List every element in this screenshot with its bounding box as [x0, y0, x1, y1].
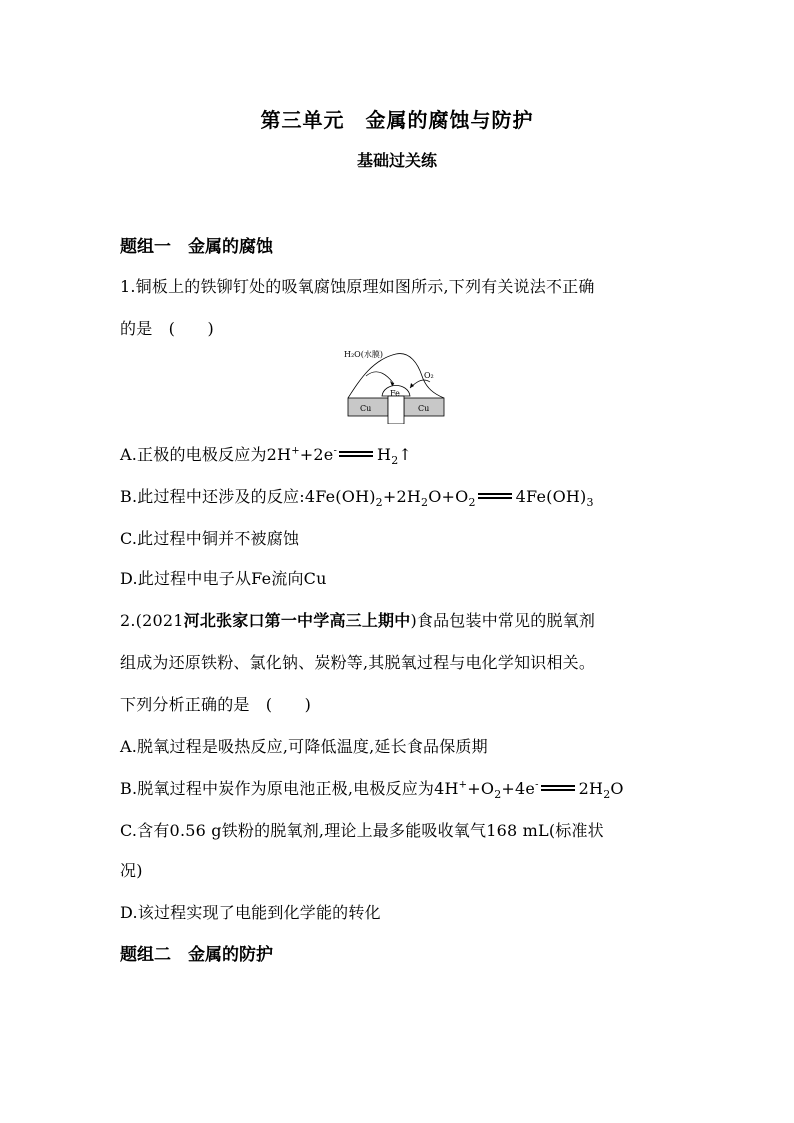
- q2-stem-line-3: 下列分析正确的是 ( ): [120, 695, 312, 714]
- label-fe: Fe: [390, 389, 400, 398]
- q2-stem-line-1: 2.(2021河北张家口第一中学高三上期中)食品包装中常见的脱氧剂: [120, 611, 596, 630]
- o2-arrow: [410, 380, 430, 388]
- equals-sign: [339, 451, 373, 457]
- q1-stem-line-1: 1.铜板上的铁铆钉处的吸氧腐蚀原理如图所示,下列有关说法不正确: [120, 277, 595, 296]
- page-title: 第三单元 金属的腐蚀与防护: [260, 108, 534, 132]
- group-heading-protection: 题组二 金属的防护: [120, 945, 273, 965]
- q1-stem-line-2: 的是 ( ): [120, 319, 214, 338]
- q1-option-a: A.正极的电极反应为2H++2e- $H_2↑$: [120, 445, 412, 468]
- page-subtitle: 基础过关练: [356, 151, 437, 170]
- label-water-film: H₂O(水膜): [344, 350, 383, 359]
- o2-arrow-head: [410, 383, 414, 388]
- rivet-corrosion-diagram: [344, 346, 448, 424]
- q2-option-a: A.脱氧过程是吸热反应,可降低温度,延长食品保质期: [120, 737, 488, 756]
- label-o2: O₂: [424, 371, 434, 380]
- q1-option-b: B.此过程中还涉及的反应$:4Fe(OH)_2+2H_2O+O_2$ $4Fe(OH)_3$: [120, 487, 594, 510]
- q1-option-c: C.此过程中铜并不被腐蚀: [120, 529, 300, 548]
- q2-option-c-line-1: C.含有0.56 g铁粉的脱氧剂,理论上最多能吸收氧气168 mL(标准状: [120, 821, 604, 840]
- label-cu-right: Cu: [418, 404, 430, 413]
- equals-sign: [541, 785, 575, 791]
- group-heading-corrosion: 题组一 金属的腐蚀: [120, 237, 273, 257]
- water-arrow: [366, 372, 394, 384]
- q2-option-b: B.脱氧过程中炭作为原电池正极,电极反应为$4H^++O_2+4e^-$ $2H_2O$: [120, 779, 624, 802]
- equals-sign: [478, 493, 512, 499]
- label-cu-left: Cu: [360, 404, 372, 413]
- fe-rivet-shank: [388, 396, 404, 424]
- q2-option-d: D.该过程实现了电能到化学能的转化: [120, 903, 381, 922]
- q2-option-c-line-2: 况): [120, 861, 143, 880]
- q2-stem-line-2: 组成为还原铁粉、氯化钠、炭粉等,其脱氧过程与电化学知识相关。: [120, 653, 596, 672]
- q1-option-d: D.此过程中电子从Fe流向Cu: [120, 569, 327, 588]
- q2-source: 河北张家口第一中学高三上期中: [183, 611, 411, 630]
